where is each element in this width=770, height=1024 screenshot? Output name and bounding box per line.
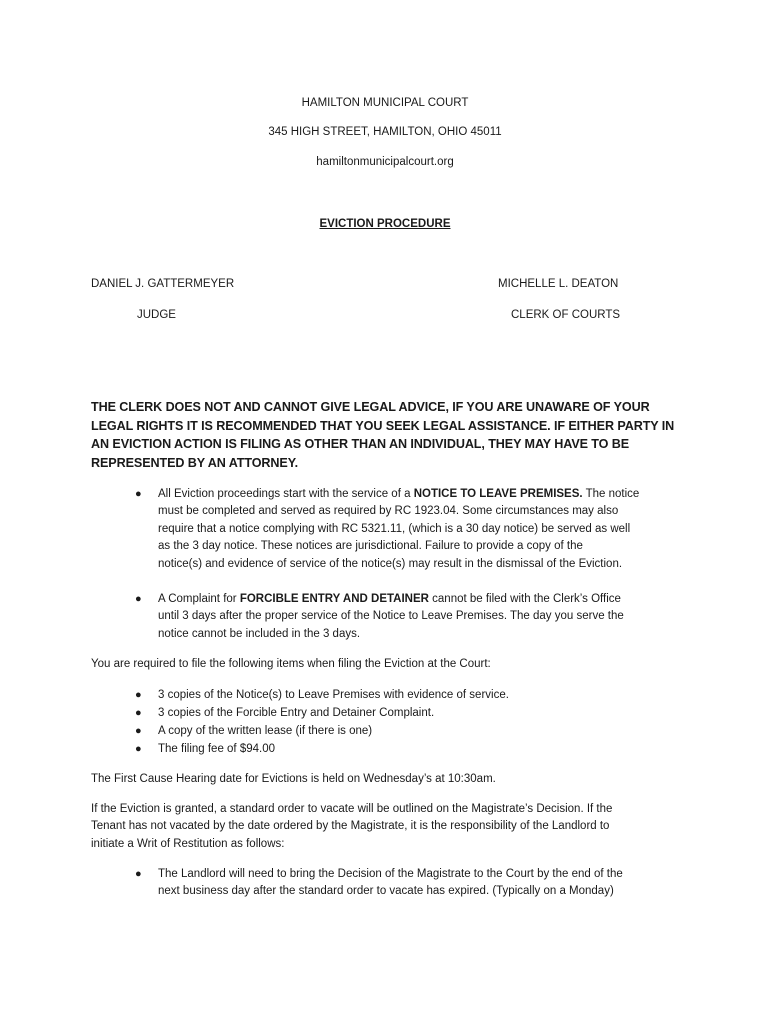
warning-line: REPRESENTED BY AN ATTORNEY. (91, 455, 298, 470)
clerk-title: CLERK OF COURTS (511, 309, 621, 321)
court-website: hamiltonmunicipalcourt.org (316, 156, 454, 168)
list-item (132, 722, 692, 740)
warning-line: LEGAL RIGHTS IT IS RECOMMENDED THAT YOU SEEK LEGAL ASSISTANCE. IF EITHER PARTY IN (91, 418, 675, 433)
document-title-wrap (0, 217, 770, 231)
notice-bullet (132, 486, 692, 573)
judge-title: JUDGE (137, 309, 176, 321)
granted-paragraph (91, 801, 691, 853)
bullet-icon: ● (135, 743, 142, 755)
complaint-bold: FORCIBLE ENTRY AND DETAINER (239, 593, 429, 605)
notice-bold: NOTICE TO LEAVE PREMISES. (413, 488, 583, 500)
court-name: HAMILTON MUNICIPAL COURT (301, 97, 469, 109)
notice-bullet-first-line (132, 486, 692, 503)
writ-line: next business day after the standard order to vacate has expired. (Typically on a Monday) (158, 885, 614, 898)
notice-text: All Eviction proceedings start with the service of a (158, 488, 414, 500)
hearing-text: The First Cause Hearing date for Evictions is held on Wednesday’s at 10:30am. (91, 773, 496, 785)
list-item-text: 3 copies of the Forcible Entry and Detainer Complaint. (158, 707, 435, 719)
bullet-icon: ● (135, 593, 142, 605)
granted-line: Tenant has not vacated by the date ordered by the Magistrate, it is the responsibility of the Landlord to (91, 820, 610, 833)
list-item-text: A copy of the written lease (if there is one) (158, 725, 373, 737)
warning-line: THE CLERK DOES NOT AND CANNOT GIVE LEGAL ADVICE, IF YOU ARE UNAWARE OF YOUR (91, 400, 650, 414)
complaint-bullet (132, 591, 692, 643)
judge-name: DANIEL J. GATTERMEYER (91, 278, 235, 290)
required-items-list (132, 686, 692, 758)
list-item-text: 3 copies of the Notice(s) to Leave Premises with evidence of service. (158, 689, 509, 701)
list-item (132, 686, 692, 704)
bullet-icon: ● (135, 725, 142, 737)
list-item-text: The filing fee of $94.00 (158, 743, 275, 755)
list-item (132, 740, 692, 758)
complaint-line: until 3 days after the proper service of the Notice to Leave Premises. The day you serve the (158, 610, 624, 623)
clerk-name: MICHELLE L. DEATON (498, 278, 619, 290)
bullet-icon: ● (135, 707, 142, 719)
required-intro (91, 656, 691, 673)
complaint-line: notice cannot be included in the 3 days. (158, 627, 361, 640)
hearing-paragraph (91, 771, 691, 788)
warning-line: AN EVICTION ACTION IS FILING AS OTHER THAN AN INDIVIDUAL, THEY MAY HAVE TO BE (91, 437, 630, 451)
notice-line: require that a notice complying with RC 5321.11, (which is a 30 day notice) be served as well (158, 522, 631, 535)
notice-line: notice(s) and evidence of service of the notice(s) may result in the dismissal of the Eviction. (158, 557, 623, 570)
granted-line: initiate a Writ of Restitution as follows: (91, 837, 285, 850)
writ-line: The Landlord will need to bring the Decision of the Magistrate to the Court by the end of the (158, 868, 623, 880)
bullet-icon: ● (135, 689, 142, 701)
complaint-text: cannot be filed with the Clerk’s Office (428, 593, 621, 605)
notice-line: as the 3 day notice. These notices are jurisdictional. Failure to provide a copy of the (158, 540, 583, 553)
complaint-text: A Complaint for (158, 593, 240, 605)
complaint-bullet-first-line (132, 591, 692, 608)
bullet-icon: ● (135, 868, 142, 880)
bullet-icon: ● (135, 488, 142, 500)
granted-line: If the Eviction is granted, a standard order to vacate will be outlined on the Magistrate’s Decision. If the (91, 803, 613, 815)
required-intro-text: You are required to file the following items when filing the Eviction at the Court: (91, 658, 491, 670)
document-title: EVICTION PROCEDURE (319, 218, 451, 230)
court-address: 345 HIGH STREET, HAMILTON, OHIO 45011 (268, 126, 502, 138)
legal-advice-warning (91, 398, 691, 472)
notice-line: must be completed and served as required by RC 1923.04. Some circumstances may also (158, 505, 619, 518)
writ-bullet (132, 866, 692, 901)
notice-text: The notice (582, 488, 640, 500)
list-item (132, 704, 692, 722)
